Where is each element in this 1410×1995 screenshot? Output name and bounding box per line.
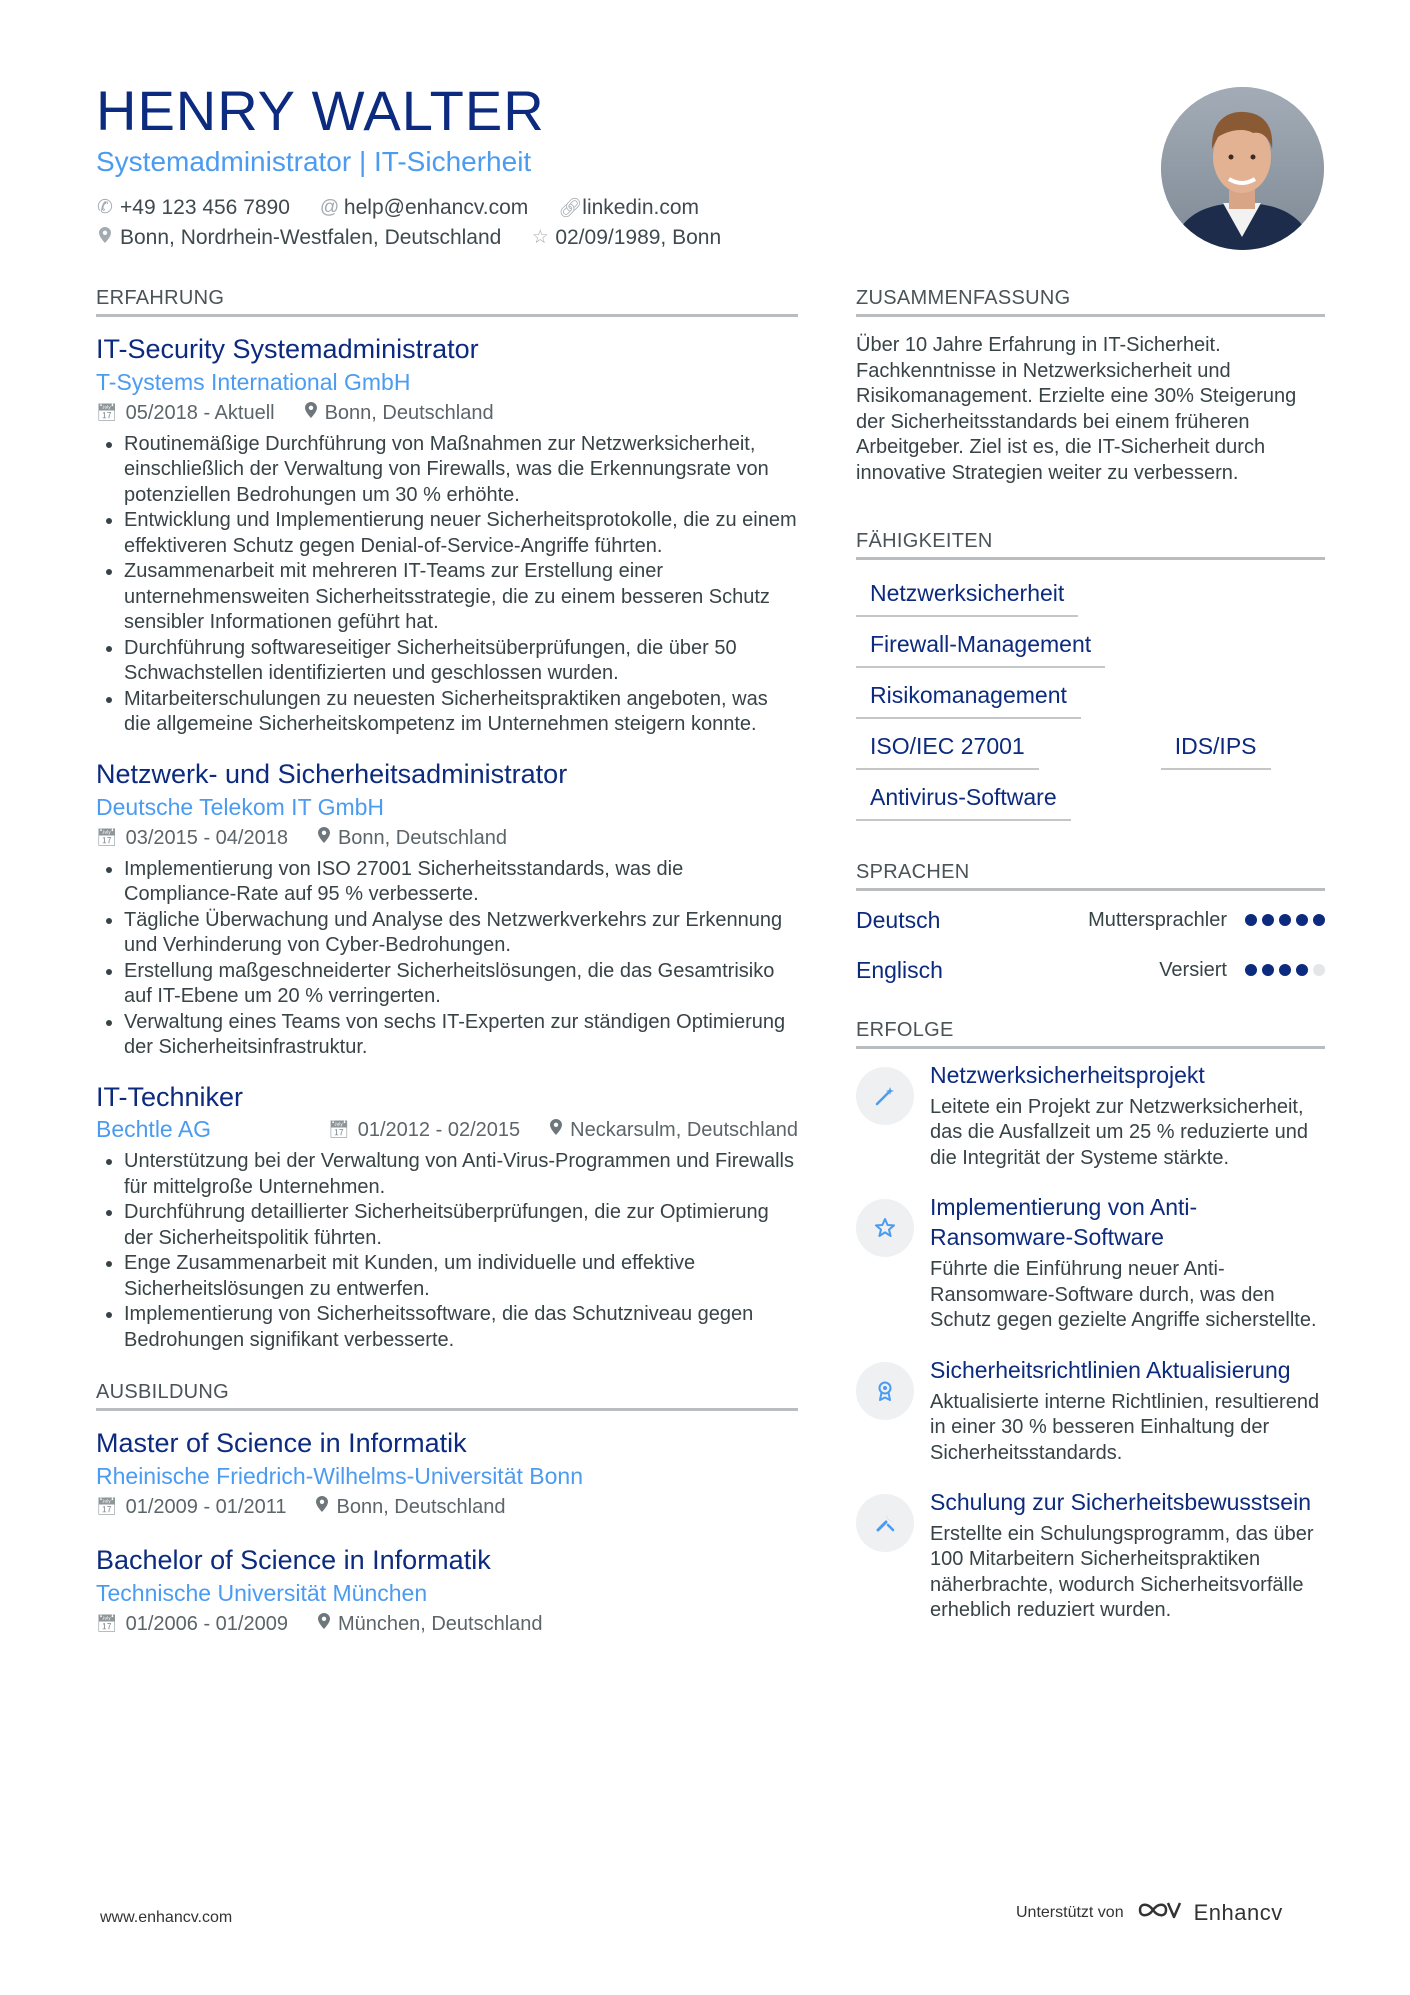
- location-pin-icon: [550, 1117, 562, 1143]
- skill-tag: Risikomanagement: [856, 678, 1081, 719]
- language-name: Deutsch: [856, 906, 941, 933]
- summary-text: Über 10 Jahre Erfahrung in IT-Sicherheit. Fachkenntnisse in Netzwerksicherheit und Risikomanagement. Erzielte eine 30% Steigerung der Sicherheitsstandards bei einem früheren Arbeitgeber. Ziel ist es, die IT-Sicherheit durch innovative Strategien weiter zu verbessern.: [856, 334, 1297, 484]
- achievements-section: [856, 1019, 1325, 1624]
- location-item: [96, 226, 501, 250]
- job-company-row: [96, 1114, 798, 1145]
- bullet: • Unterstützung bei der Verwaltung von Anti-Virus-Programmen und Firewalls für mittelgroße Unternehmen.: [124, 1149, 798, 1200]
- language-level: Muttersprachler: [1088, 908, 1227, 931]
- location-pin-icon: [305, 400, 317, 426]
- language-row: [856, 945, 1325, 995]
- bullet: • Durchführung detaillierter Sicherheitsüberprüfungen, die zur Optimierung der Sicherheitspolitik führten.: [124, 1200, 798, 1251]
- link-icon: 🔗︎: [558, 197, 583, 219]
- award-icon: [856, 1362, 914, 1420]
- rating-dot: [1245, 964, 1257, 976]
- calendar-icon: 📅︎: [96, 827, 118, 847]
- achievement-item: [856, 1061, 1325, 1171]
- linkedin-item[interactable]: [558, 196, 699, 220]
- job-role: IT-Techniker: [96, 1081, 244, 1112]
- skill-tag: IDS/IPS: [1161, 729, 1271, 770]
- language-row: [856, 895, 1325, 945]
- rating-dot: [1262, 914, 1274, 926]
- rating-dot: [1296, 964, 1308, 976]
- candidate-name: HENRY WALTER: [96, 79, 545, 142]
- rating-dot: [1245, 914, 1257, 926]
- degree: Bachelor of Science in Informatik: [96, 1545, 491, 1576]
- rating-dot: [1296, 914, 1308, 926]
- school: Technische Universität München: [96, 1579, 428, 1606]
- achievement-desc: Aktualisierte interne Richtlinien, resultierend in einer 30 % besseren Einhaltung der Sicherheitsstandards.: [930, 1390, 1320, 1464]
- job-bullets: [96, 1149, 798, 1353]
- skills-list: [856, 576, 1325, 821]
- achievement-desc: Erstellte ein Schulungsprogramm, das über 100 Mitarbeitern Sicherheitspraktiken näherbrachte, wodurch Sicherheitsvorfälle erheblich reduziert wurden.: [930, 1522, 1314, 1622]
- education-location: Bonn, Deutschland: [336, 1496, 506, 1519]
- education-location: München, Deutschland: [337, 1612, 543, 1635]
- achievement-item: [856, 1488, 1325, 1624]
- achievement-desc: Leitete ein Projekt zur Netzwerksicherheit, das die Ausfallzeit um 25 % reduzierte und die Integrität der Systeme stärkte.: [930, 1095, 1308, 1169]
- achievement-title: Netzwerksicherheitsprojekt: [930, 1062, 1205, 1088]
- email-text: help@enhancv.com: [343, 195, 529, 219]
- experience-heading: ERFAHRUNG: [96, 287, 798, 317]
- calendar-icon: 📅︎: [96, 1497, 118, 1517]
- job-bullets: [96, 857, 798, 1061]
- summary-heading: ZUSAMMENFASSUNG: [856, 287, 1325, 317]
- footer-website[interactable]: www.enhancv.com: [100, 1909, 233, 1926]
- bullet: • Implementierung von ISO 27001 Sicherheitsstandards, was die Compliance-Rate auf 95 % verbesserte.: [124, 857, 798, 908]
- job-role: IT-Security Systemadministrator: [96, 334, 479, 364]
- rating-dot: [1279, 964, 1291, 976]
- phone-text: +49 123 456 7890: [120, 195, 290, 219]
- education-dates: 01/2006 - 01/2009: [125, 1612, 288, 1635]
- languages-heading: SPRACHEN: [856, 861, 1325, 891]
- job-entry: [96, 758, 798, 1061]
- language-level: Versiert: [1159, 958, 1227, 981]
- bullet: • Tägliche Überwachung und Analyse des Netzwerkverkehrs zur Erkennung und Verhinderung von Cyber-Bedrohungen.: [124, 908, 798, 959]
- rating-dot: [1313, 914, 1325, 926]
- candidate-title: Systemadministrator | IT-Sicherheit: [96, 145, 532, 177]
- education-meta: [96, 1609, 798, 1639]
- language-rating: [1245, 964, 1325, 976]
- location-pin-icon: [316, 1494, 328, 1520]
- star-icon: ☆: [531, 227, 549, 249]
- bullet: • Durchführung softwareseitiger Sicherheitsüberprüfungen, die über 50 Schwachstellen identifizierten und geschlossen wurden.: [124, 636, 798, 687]
- location-pin-icon: [96, 227, 114, 249]
- header: [96, 80, 1096, 256]
- rating-dot: [1279, 914, 1291, 926]
- language-name: Englisch: [856, 956, 943, 983]
- job-meta: [96, 398, 798, 428]
- education-dates: 01/2009 - 01/2011: [125, 1496, 287, 1519]
- experience-section: [96, 287, 798, 1353]
- bullet: • Enge Zusammenarbeit mit Kunden, um individuelle und effektive Sicherheitslösungen zu entwerfen.: [124, 1251, 798, 1302]
- birth-text: 02/09/1989, Bonn: [555, 225, 722, 249]
- footer-powered-by[interactable]: [1016, 1899, 1283, 1926]
- education-meta: [96, 1492, 798, 1522]
- contact-info: [96, 196, 1096, 250]
- degree: Master of Science in Informatik: [96, 1428, 467, 1459]
- email-item[interactable]: [320, 196, 528, 220]
- left-column: [96, 287, 798, 1661]
- job-company: Deutsche Telekom IT GmbH: [96, 793, 385, 820]
- bullet: • Verwaltung eines Teams von sechs IT-Experten zur ständigen Optimierung der Sicherheitsinfrastruktur.: [124, 1010, 798, 1061]
- skill-tag: Antivirus-Software: [856, 780, 1071, 821]
- achievement-item: [856, 1193, 1325, 1333]
- job-meta: [328, 1115, 798, 1145]
- job-company: T-Systems International GmbH: [96, 368, 411, 395]
- wrench-icon: [856, 1494, 914, 1552]
- job-dates: 05/2018 - Aktuell: [125, 401, 275, 424]
- bullet: • Entwicklung und Implementierung neuer Sicherheitsprotokolle, die zu einem effektiveren Schutz gegen Denial-of-Service-Angriffe führten.: [124, 508, 798, 559]
- job-location: Bonn, Deutschland: [337, 826, 507, 849]
- education-entry: [96, 1427, 798, 1522]
- job-location: Bonn, Deutschland: [324, 401, 494, 424]
- job-company: Bechtle AG: [96, 1116, 212, 1143]
- job-entry: [96, 1081, 798, 1354]
- summary-section: [856, 287, 1325, 486]
- calendar-icon: 📅︎: [96, 403, 118, 423]
- birth-item: [531, 226, 721, 250]
- languages-section: [856, 861, 1325, 995]
- enhancv-logo-icon: [1136, 1899, 1182, 1926]
- skills-heading: FÄHIGKEITEN: [856, 530, 1325, 560]
- language-rating: [1245, 914, 1325, 926]
- brand-name: Enhancv: [1193, 1899, 1283, 1925]
- job-entry: [96, 333, 798, 738]
- achievement-title: Schulung zur Sicherheitsbewusstsein: [930, 1489, 1311, 1516]
- education-section: [96, 1381, 798, 1639]
- skill-tag: Netzwerksicherheit: [856, 576, 1078, 617]
- bullet: • Mitarbeiterschulungen zu neuesten Sicherheitspraktiken angeboten, was die allgemeine Sicherheitskompetenz im Unternehmen steigern konnte.: [124, 687, 798, 738]
- profile-photo: [1161, 87, 1324, 250]
- achievements-heading: ERFOLGE: [856, 1019, 1325, 1049]
- linkedin-text: linkedin.com: [582, 195, 700, 219]
- skills-section: [856, 530, 1325, 821]
- job-location: Neckarsulm, Deutschland: [570, 1118, 798, 1141]
- bullet: • Erstellung maßgeschneiderter Sicherheitslösungen, die das Gesamtrisiko auf IT-Ebene um 20 % verringerten.: [124, 959, 798, 1010]
- location-pin-icon: [318, 825, 330, 851]
- achievement-desc: Führte die Einführung neuer Anti-Ransomware-Software durch, was den Schutz gegen gezielte Angriffe sicherstellte.: [930, 1258, 1317, 1332]
- skill-tag: Firewall-Management: [856, 627, 1105, 668]
- achievement-item: [856, 1356, 1325, 1466]
- right-column: [856, 287, 1325, 1646]
- rating-dot: [1262, 964, 1274, 976]
- rating-dot: [1313, 964, 1325, 976]
- education-entry: [96, 1544, 798, 1639]
- achievement-title: Implementierung von Anti-Ransomware-Software: [930, 1194, 1198, 1251]
- location-text: Bonn, Nordrhein-Westfalen, Deutschland: [120, 225, 502, 249]
- job-role: Netzwerk- und Sicherheitsadministrator: [96, 758, 568, 789]
- skill-tag: ISO/IEC 27001: [856, 729, 1039, 770]
- calendar-icon: 📅︎: [96, 1614, 118, 1634]
- location-pin-icon: [318, 1611, 330, 1637]
- education-heading: AUSBILDUNG: [96, 1381, 798, 1411]
- job-dates: 01/2012 - 02/2015: [357, 1118, 521, 1141]
- job-meta: [96, 823, 798, 853]
- magic-wand-icon: [856, 1067, 914, 1125]
- phone-icon: ✆: [97, 197, 113, 219]
- achievement-title: Sicherheitsrichtlinien Aktualisierung: [930, 1356, 1291, 1383]
- phone-item[interactable]: [96, 196, 290, 220]
- job-dates: 03/2015 - 04/2018: [125, 826, 288, 849]
- star-icon: [856, 1199, 914, 1257]
- calendar-icon: 📅︎: [328, 1120, 350, 1140]
- bullet: • Zusammenarbeit mit mehreren IT-Teams zur Erstellung einer unternehmensweiten Sicherheitsstrategie, die zu einem besseren Schutz sensibler Informationen geführt hat.: [124, 559, 798, 636]
- school: Rheinische Friedrich-Wilhelms-Universität Bonn: [96, 1463, 583, 1490]
- job-bullets: [96, 432, 798, 738]
- bullet: • Routinemäßige Durchführung von Maßnahmen zur Netzwerksicherheit, einschließlich der Verwaltung von Firewalls, was die Erkennungsrate von potenziellen Bedrohungen um 30 % erhöhte.: [124, 432, 798, 509]
- at-icon: @: [319, 196, 340, 218]
- powered-by-text: Unterstützt von: [1016, 1903, 1124, 1921]
- bullet: • Implementierung von Sicherheitssoftware, die das Schutzniveau gegen Bedrohungen signifikant verbesserte.: [124, 1302, 798, 1353]
